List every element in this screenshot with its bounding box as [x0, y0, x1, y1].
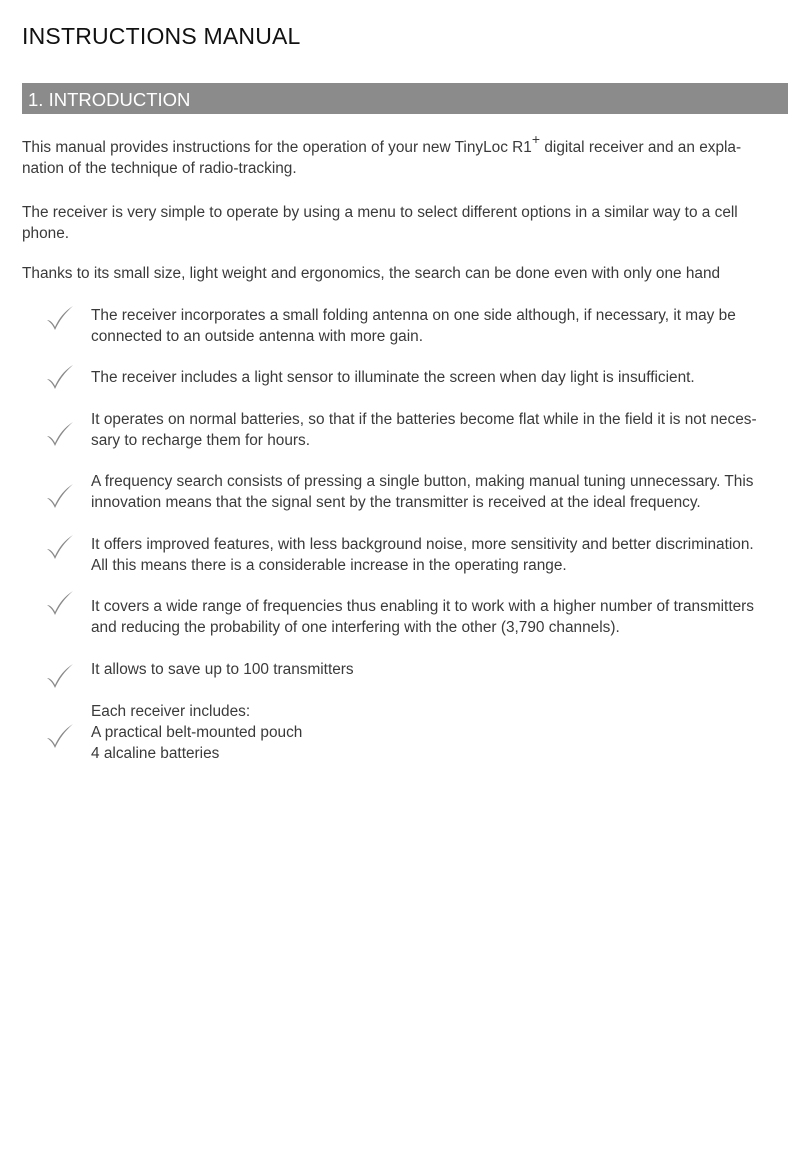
bullet-line: sary to recharge them for hours. [91, 432, 310, 449]
check-icon [45, 421, 75, 447]
feature-bullet-text [91, 701, 791, 764]
section-header-bar [22, 83, 788, 114]
bullet-line: and reducing the probability of one interfering with the other (3,790 channels). [91, 619, 620, 636]
feature-bullet-text [91, 471, 791, 513]
section-title: 1. INTRODUCTION [28, 89, 191, 110]
intro-paragraph-1-text-end: digital receiver and an expla- [540, 139, 742, 156]
bullet-line: It operates on normal batteries, so that if the batteries become flat while in the field it is not neces- [91, 411, 757, 428]
check-icon [45, 723, 75, 749]
intro-paragraph-3: Thanks to its small size, light weight and ergonomics, the search can be done even with only one hand [22, 265, 721, 282]
intro-paragraph-2-line-2: phone. [22, 225, 70, 242]
bullet-line: It covers a wide range of frequencies thus enabling it to work with a higher number of transmitters [91, 598, 754, 615]
check-icon [45, 663, 75, 689]
feature-bullet-text [91, 534, 791, 576]
feature-bullet-text [91, 409, 791, 451]
product-superscript: + [531, 130, 541, 147]
check-icon [45, 483, 75, 509]
bullet-line: Each receiver includes: [91, 703, 251, 720]
check-icon [45, 364, 75, 390]
bullet-line: innovation means that the signal sent by the transmitter is received at the ideal frequency. [91, 494, 701, 511]
intro-paragraph-2-line-1: The receiver is very simple to operate by using a menu to select different options in a similar way to a cell [22, 204, 738, 221]
bullet-line: A practical belt-mounted pouch [91, 724, 303, 741]
feature-bullet-text [91, 596, 791, 638]
bullet-line: 4 alcaline batteries [91, 745, 220, 762]
bullet-line: A frequency search consists of pressing a single button, making manual tuning unnecessary. This [91, 473, 754, 490]
intro-paragraph-1-text: This manual provides instructions for the operation of your new TinyLoc R1 [22, 139, 532, 156]
bullet-line: All this means there is a considerable increase in the operating range. [91, 557, 567, 574]
check-icon [45, 534, 75, 560]
bullet-line: The receiver incorporates a small folding antenna on one side although, if necessary, it may be [91, 307, 736, 324]
bullet-line: It offers improved features, with less background noise, more sensitivity and better discrimination. [91, 536, 754, 553]
check-icon [45, 305, 75, 331]
bullet-line: The receiver includes a light sensor to illuminate the screen when day light is insufficient. [91, 369, 695, 386]
intro-paragraph-1-line-2: nation of the technique of radio-tracking. [22, 160, 297, 177]
intro-paragraph-2 [22, 202, 792, 244]
feature-bullet-text [91, 367, 791, 388]
bullet-line: It allows to save up to 100 transmitters [91, 661, 354, 678]
check-icon [45, 590, 75, 616]
page-title: INSTRUCTIONS MANUAL [22, 23, 301, 49]
feature-bullet-text [91, 659, 791, 680]
bullet-line: connected to an outside antenna with more gain. [91, 328, 423, 345]
intro-paragraph-1 [22, 130, 792, 179]
feature-bullet-text [91, 305, 791, 347]
